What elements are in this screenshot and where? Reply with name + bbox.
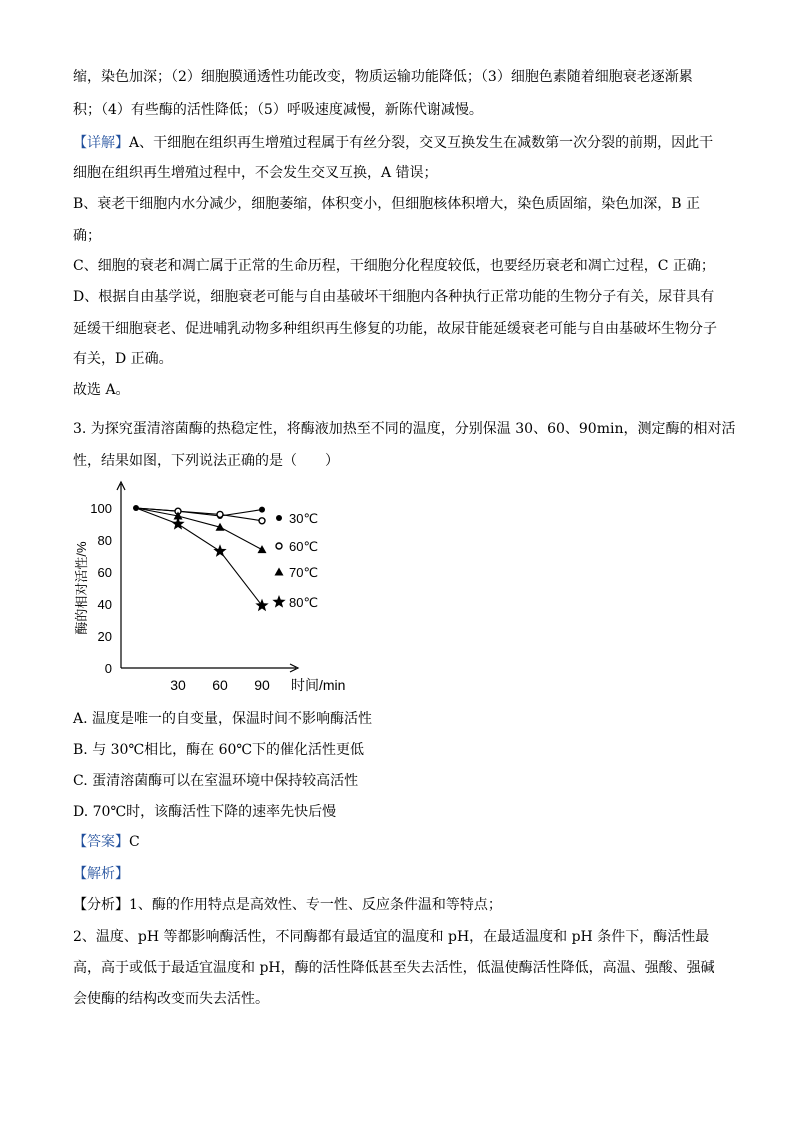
question-line: 性，结果如图，下列说法正确的是（ ） [73,453,339,469]
y-tick-label: 60 [97,565,112,580]
y-tick-label: 0 [104,661,112,676]
y-tick-label: 20 [97,629,112,644]
text-line: C、细胞的衰老和凋亡属于正常的生命历程，干细胞分化程度较低，也要经历衰老和凋亡过程，C 正确； [73,258,715,274]
fenxi-tag: 【分析】 [73,897,129,913]
data-point [217,511,223,517]
answer-value: C [129,834,140,850]
legend-marker [272,595,285,608]
text-line: B、衰老干细胞内水分减少，细胞萎缩，体积变小，但细胞核体积增大，染色质固缩，染色加深，B 正 [73,196,701,212]
text-span: A、干细胞在组织再生增殖过程属于有丝分裂，交叉互换发生在减数第一次分裂的前期，因此干 [129,135,714,151]
answer-tag: 【答案】 [73,834,129,850]
text-line: 缩，染色加深；（2）细胞膜通透性功能改变，物质运输功能降低；（3）细胞色素随着细胞衰老逐渐累 [73,69,693,85]
text-line [73,134,713,152]
legend-marker [275,568,284,576]
data-point [171,517,184,530]
x-tick-label: 30 [170,677,186,693]
text-line: 故选 A。 [73,382,130,398]
answer-line [73,833,140,851]
text-line: 会使酶的结构改变而失去活性。 [73,991,269,1007]
analysis-tag: 【解析】 [73,866,129,882]
text-line: 延缓干细胞衰老、促进哺乳动物多种组织再生修复的功能，故尿苷能延缓衰老可能与自由基破坏生物分子 [73,321,717,337]
legend-label: 80℃ [289,595,319,610]
data-point [259,518,265,524]
text-line: 积；（4）有些酶的活性降低；（5）呼吸速度减慢，新陈代谢减慢。 [73,102,483,118]
series-line [136,508,262,550]
data-point [259,507,265,513]
series-line [136,508,262,606]
analysis-heading [73,865,129,883]
data-point [255,599,268,612]
data-point [213,544,226,557]
option-a[interactable]: A. 温度是唯一的自变量，保温时间不影响酶活性 [73,711,373,727]
option-b[interactable]: B. 与 30℃相比，酶在 60℃下的催化活性更低 [73,742,365,758]
series-line [136,508,262,521]
text-line: 有关，D 正确。 [73,351,173,367]
question-line: 3. 为探究蛋清溶菌酶的热稳定性，将酶液加热至不同的温度，分别保温 30、60、90min，测定酶的相对活 [73,421,736,437]
data-point [258,545,267,553]
detail-tag: 【详解】 [73,135,129,151]
legend-label: 70℃ [289,565,319,580]
text-line [73,896,502,914]
text-line: 细胞在组织再生增殖过程中，不会发生交叉互换，A 错误； [73,165,438,181]
text-line: 2、温度、pH 等都影响酶活性，不同酶都有最适宜的温度和 pH，在最适温度和 pH 条件下，酶活性最 [73,929,710,945]
y-tick-label: 80 [97,533,112,548]
text-line: 高，高于或低于最适宜温度和 pH，酶的活性降低甚至失去活性，低温使酶活性降低，高温、强酸、强碱 [73,960,715,976]
y-axis-label: 酶的相对活性/% [74,541,89,635]
x-tick-label: 60 [212,677,228,693]
y-tick-label: 40 [97,597,112,612]
x-axis-label: 时间/min [291,677,346,693]
y-tick-label: 100 [90,501,112,516]
enzyme-activity-chart [70,470,370,700]
legend-label: 60℃ [289,539,319,554]
legend-marker [276,543,282,549]
legend-marker [276,515,282,521]
chart-series [133,505,269,611]
x-tick-label: 90 [254,677,270,693]
option-c[interactable]: C. 蛋清溶菌酶可以在室温环境中保持较高活性 [73,773,359,789]
text-line: 确； [73,228,101,244]
text-line: D、根据自由基学说，细胞衰老可能与自由基破坏干细胞内各种执行正常功能的生物分子有关，尿苷具有 [73,289,715,305]
option-d[interactable]: D. 70℃时，该酶活性下降的速率先快后慢 [73,804,337,820]
legend-label: 30℃ [289,511,319,526]
chart-legend [272,511,318,610]
text-span: 1、酶的作用特点是高效性、专一性、反应条件温和等特点； [129,897,502,913]
